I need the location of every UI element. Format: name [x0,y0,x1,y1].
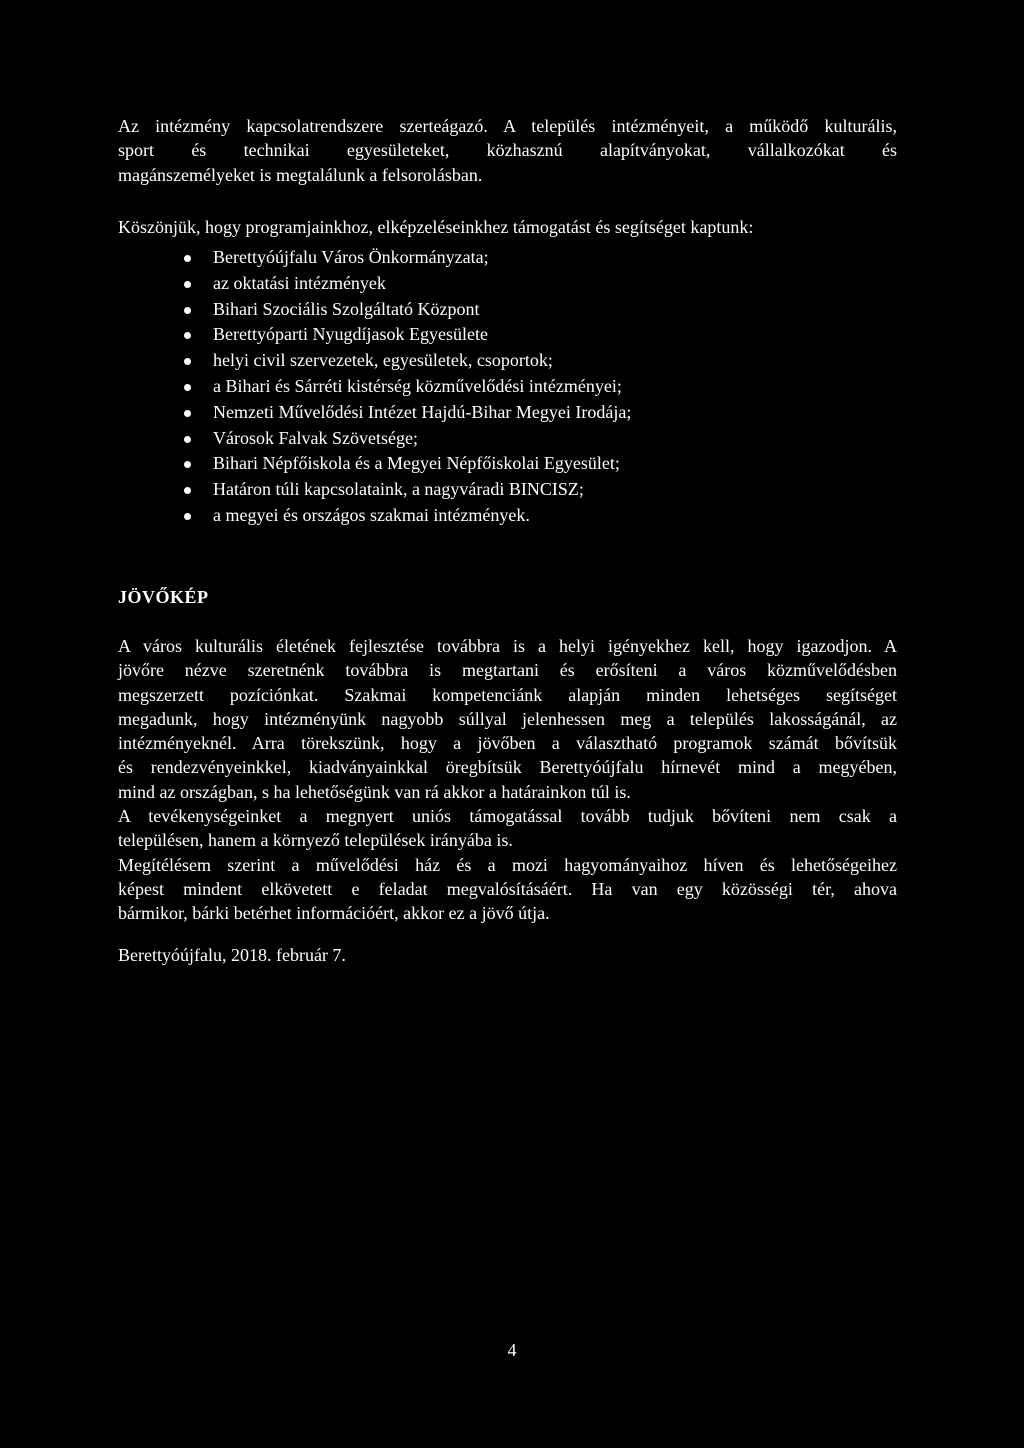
list-item-text: Bihari Szociális Szolgáltató Központ [213,298,480,319]
bullet-icon [184,461,191,468]
vision-line: mind az országban, s ha lehetőségünk van rá akkor a határainkon túl is. [118,781,631,802]
bullet-icon [184,436,191,443]
list-item [184,374,631,400]
list-item-text: Bihari Népfőiskola és a Megyei Népfőiskolai Egyesület; [213,453,620,474]
bullet-icon [184,358,191,365]
list-item [184,271,631,297]
list-item-text: Nemzeti Művelődési Intézet Hajdú-Bihar Megyei Irodája; [213,401,632,422]
bullet-icon [184,487,191,494]
vision-line: intézményeknél. Arra törekszünk, hogy a jövőben a választható programok számát bővítsük [118,733,897,754]
list-item-text: az oktatási intézmények [213,272,386,293]
thanks-lead: Köszönjük, hogy programjainkhoz, elképzeléseinkhez támogatást és segítséget kaptunk: [118,217,754,237]
list-item-text: a megyei és országos szakmai intézmények. [213,504,530,525]
bullet-icon [184,281,191,288]
list-item [184,477,631,503]
vision-line: jövőre nézve szeretnénk továbbra is megtartani és erősíteni a város közművelődésben [118,660,897,681]
vision-line: A tevékenységeinket a megnyert uniós támogatással tovább tudjuk bővíteni nem csak a [118,806,897,827]
vision-line: és rendezvényeinkkel, kiadványainkkal öregbítsük Berettyóújfalu hírnevét mind a megyében, [118,757,897,778]
list-item-text: Berettyóújfalu Város Önkormányzata; [213,247,489,267]
list-item [184,245,631,271]
intro-line: sport és technikai egyesületeket, közhasznú alapítványokat, vállalkozókat és [118,140,897,161]
list-item-text: Határon túli kapcsolataink, a nagyváradi BINCISZ; [213,479,584,500]
supporters-list [184,245,631,529]
bullet-icon [184,255,191,262]
list-item [184,503,631,529]
intro-paragraph [118,114,897,187]
vision-paragraph [118,634,897,926]
list-item [184,451,631,477]
bullet-icon [184,307,191,314]
bullet-icon [184,410,191,417]
list-item-text: Városok Falvak Szövetsége; [213,427,418,448]
vision-line: bármikor, bárki betérhet információért, akkor ez a jövő útja. [118,903,550,924]
vision-line: A város kulturális életének fejlesztése továbbra is a helyi igényekhez kell, hogy igazodjon. A [118,636,897,656]
vision-line: képest mindent elkövetett e feladat megvalósításáért. Ha van egy közösségi tér, ahova [118,878,897,899]
vision-line: megadunk, hogy intézményünk nagyobb súllyal jelenhessen meg a település lakosságánál, az [118,708,897,729]
vision-line: Megítélésem szerint a művelődési ház és a mozi hagyományaihoz híven és lehetőségeihez [118,854,897,875]
vision-line: megszerzett pozíciónkat. Szakmai kompetenciánk alapján minden lehetséges segítséget [118,684,897,705]
list-item [184,297,631,323]
page-number: 4 [507,1340,517,1360]
list-item [184,348,631,374]
vision-line: településen, hanem a környező települések irányába is. [118,830,513,851]
bullet-icon [184,384,191,391]
list-item-text: Berettyóparti Nyugdíjasok Egyesülete [213,324,488,345]
intro-line: Az intézmény kapcsolatrendszere szerteágazó. A település intézményeit, a működő kulturális, [118,116,897,136]
list-item [184,322,631,348]
list-item [184,426,631,452]
intro-line: magánszemélyeket is megtalálunk a felsorolásban. [118,164,483,185]
list-item-text: helyi civil szervezetek, egyesületek, csoportok; [213,350,553,371]
list-item [184,400,631,426]
signature-date: Berettyóújfalu, 2018. február 7. [118,945,346,965]
bullet-icon [184,513,191,520]
bullet-icon [184,332,191,339]
list-item-text: a Bihari és Sárréti kistérség közművelődési intézményei; [213,375,622,396]
section-heading: JÖVŐKÉP [118,587,209,607]
